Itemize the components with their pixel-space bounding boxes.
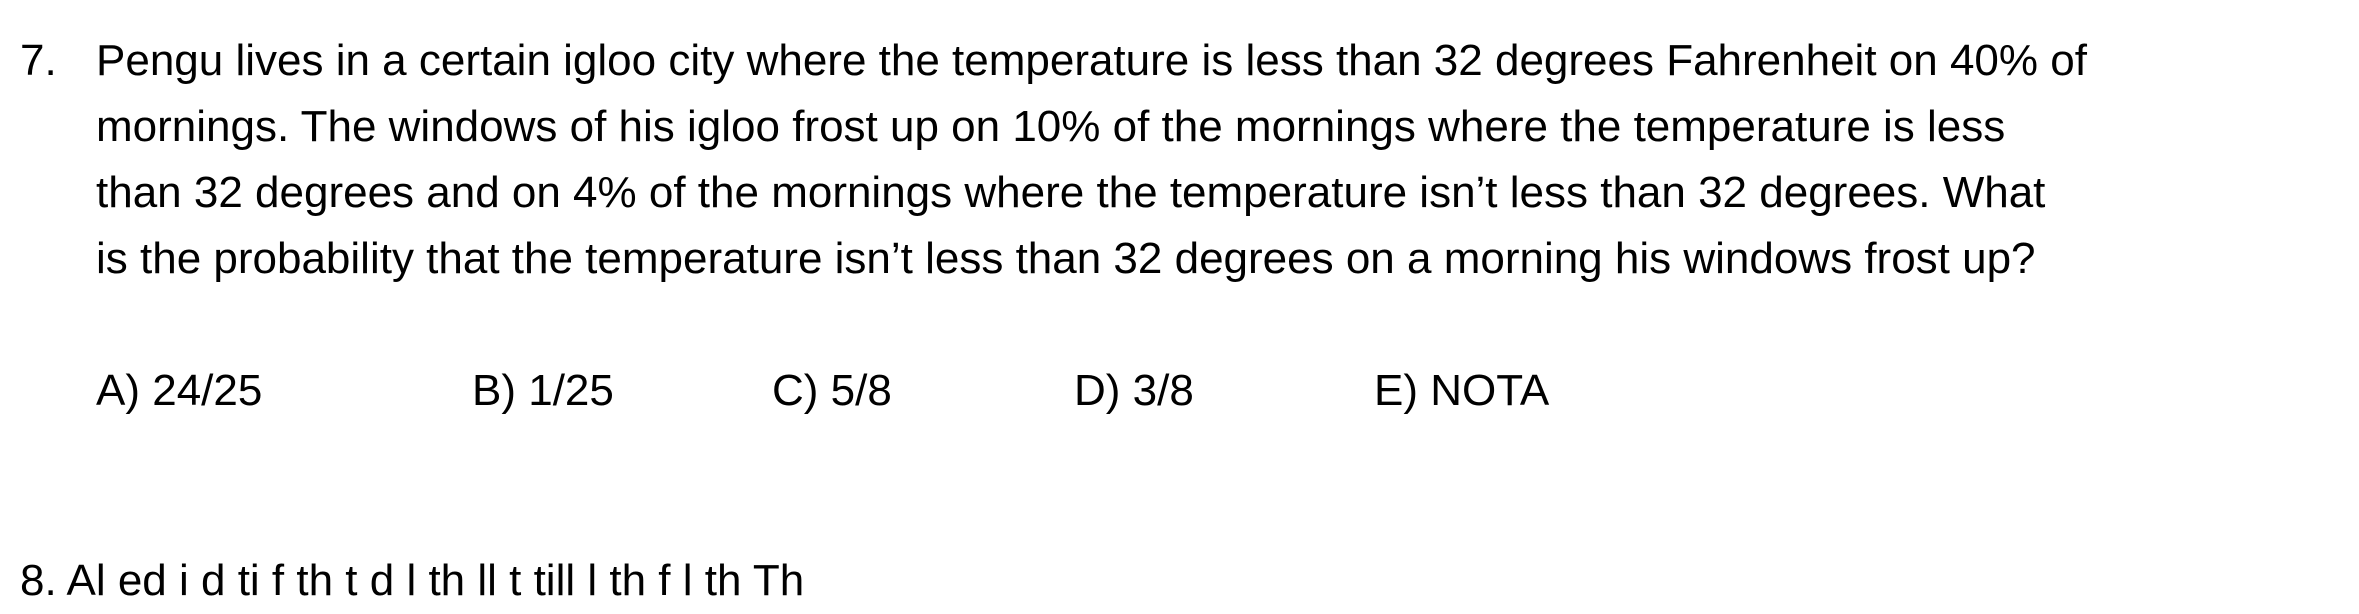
question-line: is the probability that the temperature isn’t less than 32 degrees on a morning his windows frost up? <box>96 234 2036 283</box>
question-number: 7. <box>20 36 57 85</box>
answer-choices <box>20 358 2320 428</box>
choice-c: C) 5/8 <box>772 366 892 415</box>
question-text <box>96 28 2216 292</box>
question-line: Pengu lives in a certain igloo city where the temperature is less than 32 degrees Fahrenheit on 40% of <box>96 36 2087 85</box>
question-line: mornings. The windows of his igloo frost up on 10% of the mornings where the temperature is less <box>96 102 2006 151</box>
question-line: than 32 degrees and on 4% of the mornings where the temperature isn’t less than 32 degrees. What <box>96 168 2046 217</box>
choice-d: D) 3/8 <box>1074 366 1194 415</box>
choice-a: A) 24/25 <box>96 366 263 415</box>
choice-e: E) NOTA <box>1374 366 1550 415</box>
next-question-text: 8. Al ed i d ti f th t d l th ll t till l th f l th Th <box>20 556 805 605</box>
next-question-partial <box>20 548 2320 605</box>
choice-b: B) 1/25 <box>472 366 614 415</box>
